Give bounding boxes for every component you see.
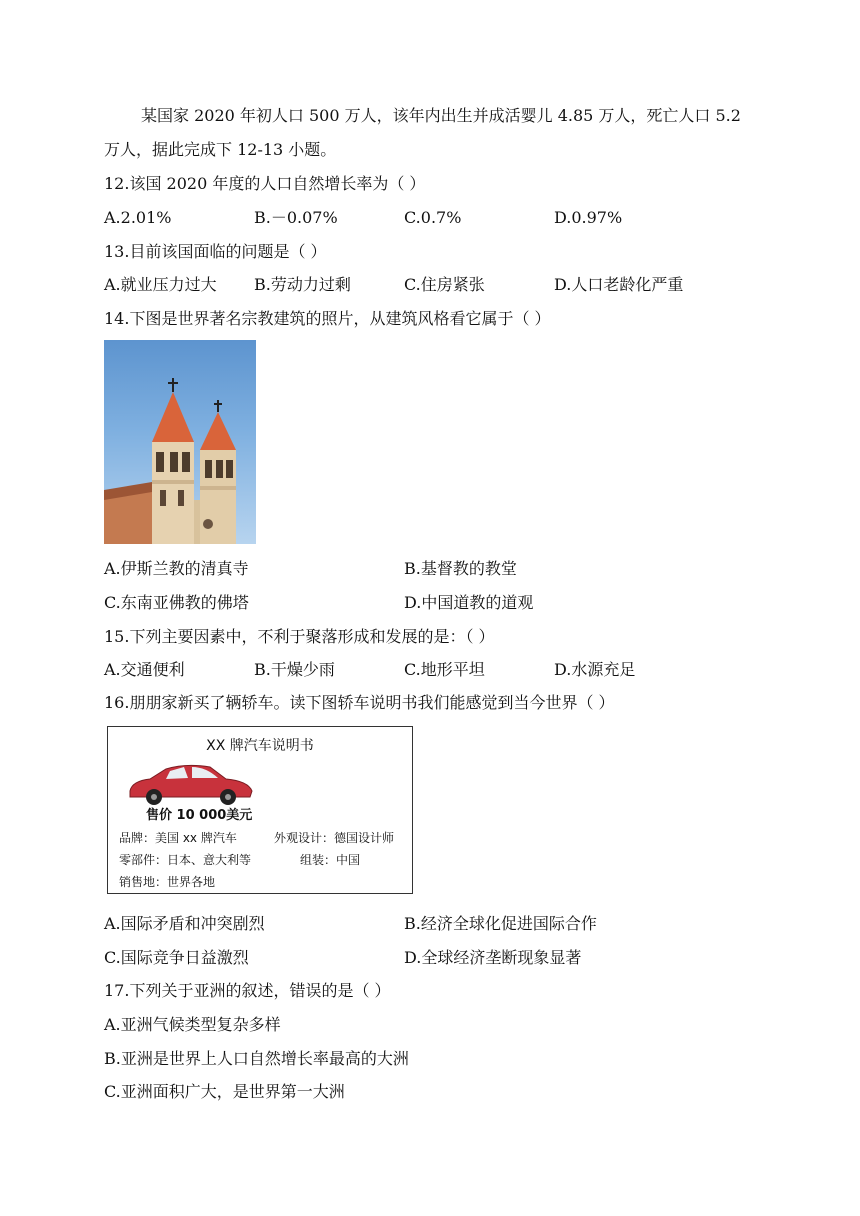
q17-option-b: B.亚洲是世界上人口自然增长率最高的大洲 [104,1049,409,1068]
manual-price: 售价 10 000美元 [146,808,253,823]
q17-option-c: C.亚洲面积广大，是世界第一大洲 [104,1082,345,1101]
manual-brand: 品牌：美国 xx 牌汽车 [119,831,237,845]
q12-stem: 12.该国 2020 年度的人口自然增长率为（ ） [104,174,426,193]
q14-option-b: B.基督教的教堂 [404,559,517,578]
q14-option-c: C.东南亚佛教的佛塔 [104,593,249,612]
manual-sales: 销售地：世界各地 [119,875,216,889]
church-photo [104,340,256,544]
q16-option-c: C.国际竞争日益激烈 [104,948,249,967]
car-icon [126,761,256,807]
q15-option-d: D.水源充足 [554,660,636,679]
q14-stem: 14.下图是世界著名宗教建筑的照片，从建筑风格看它属于（ ） [104,309,551,328]
q16-option-a: A.国际矛盾和冲突剧烈 [104,914,265,933]
q13-option-b: B.劳动力过剩 [254,275,351,294]
q16-option-b: B.经济全球化促进国际合作 [404,914,597,933]
intro-line-2: 万人，据此完成下 12-13 小题。 [104,140,337,159]
manual-assembly: 组装：中国 [300,853,361,867]
manual-parts: 零部件：日本、意大利等 [119,853,252,867]
car-manual-image [107,726,413,894]
q12-option-c: C.0.7% [404,208,462,227]
manual-design: 外观设计：德国设计师 [274,831,395,845]
q12-option-d: D.0.97% [554,208,623,227]
q14-option-a: A.伊斯兰教的清真寺 [104,559,249,578]
manual-title: XX 牌汽车说明书 [206,738,314,754]
intro-line-1: 某国家 2020 年初人口 500 万人，该年内出生并成活婴儿 4.85 万人，死亡人口 5.2 [141,106,741,125]
q15-option-b: B.干燥少雨 [254,660,335,679]
q15-option-c: C.地形平坦 [404,660,485,679]
q15-stem: 15.下列主要因素中，不利于聚落形成和发展的是：（ ） [104,627,495,646]
church-illustration [104,340,256,544]
q16-stem: 16.朋朋家新买了辆轿车。读下图轿车说明书我们能感觉到当今世界（ ） [104,693,615,712]
q17-option-a: A.亚洲气候类型复杂多样 [104,1015,281,1034]
q16-option-d: D.全球经济垄断现象显著 [404,948,582,967]
q13-stem: 13.目前该国面临的问题是（ ） [104,242,327,261]
q13-option-c: C.住房紧张 [404,275,485,294]
q13-option-a: A.就业压力过大 [104,275,217,294]
q14-option-d: D.中国道教的道观 [404,593,534,612]
q15-option-a: A.交通便利 [104,660,185,679]
q12-option-a: A.2.01% [104,208,172,227]
q12-option-b: B.－0.07% [254,208,338,227]
q13-option-d: D.人口老龄化严重 [554,275,684,294]
q17-stem: 17.下列关于亚洲的叙述，错误的是（ ） [104,981,391,1000]
